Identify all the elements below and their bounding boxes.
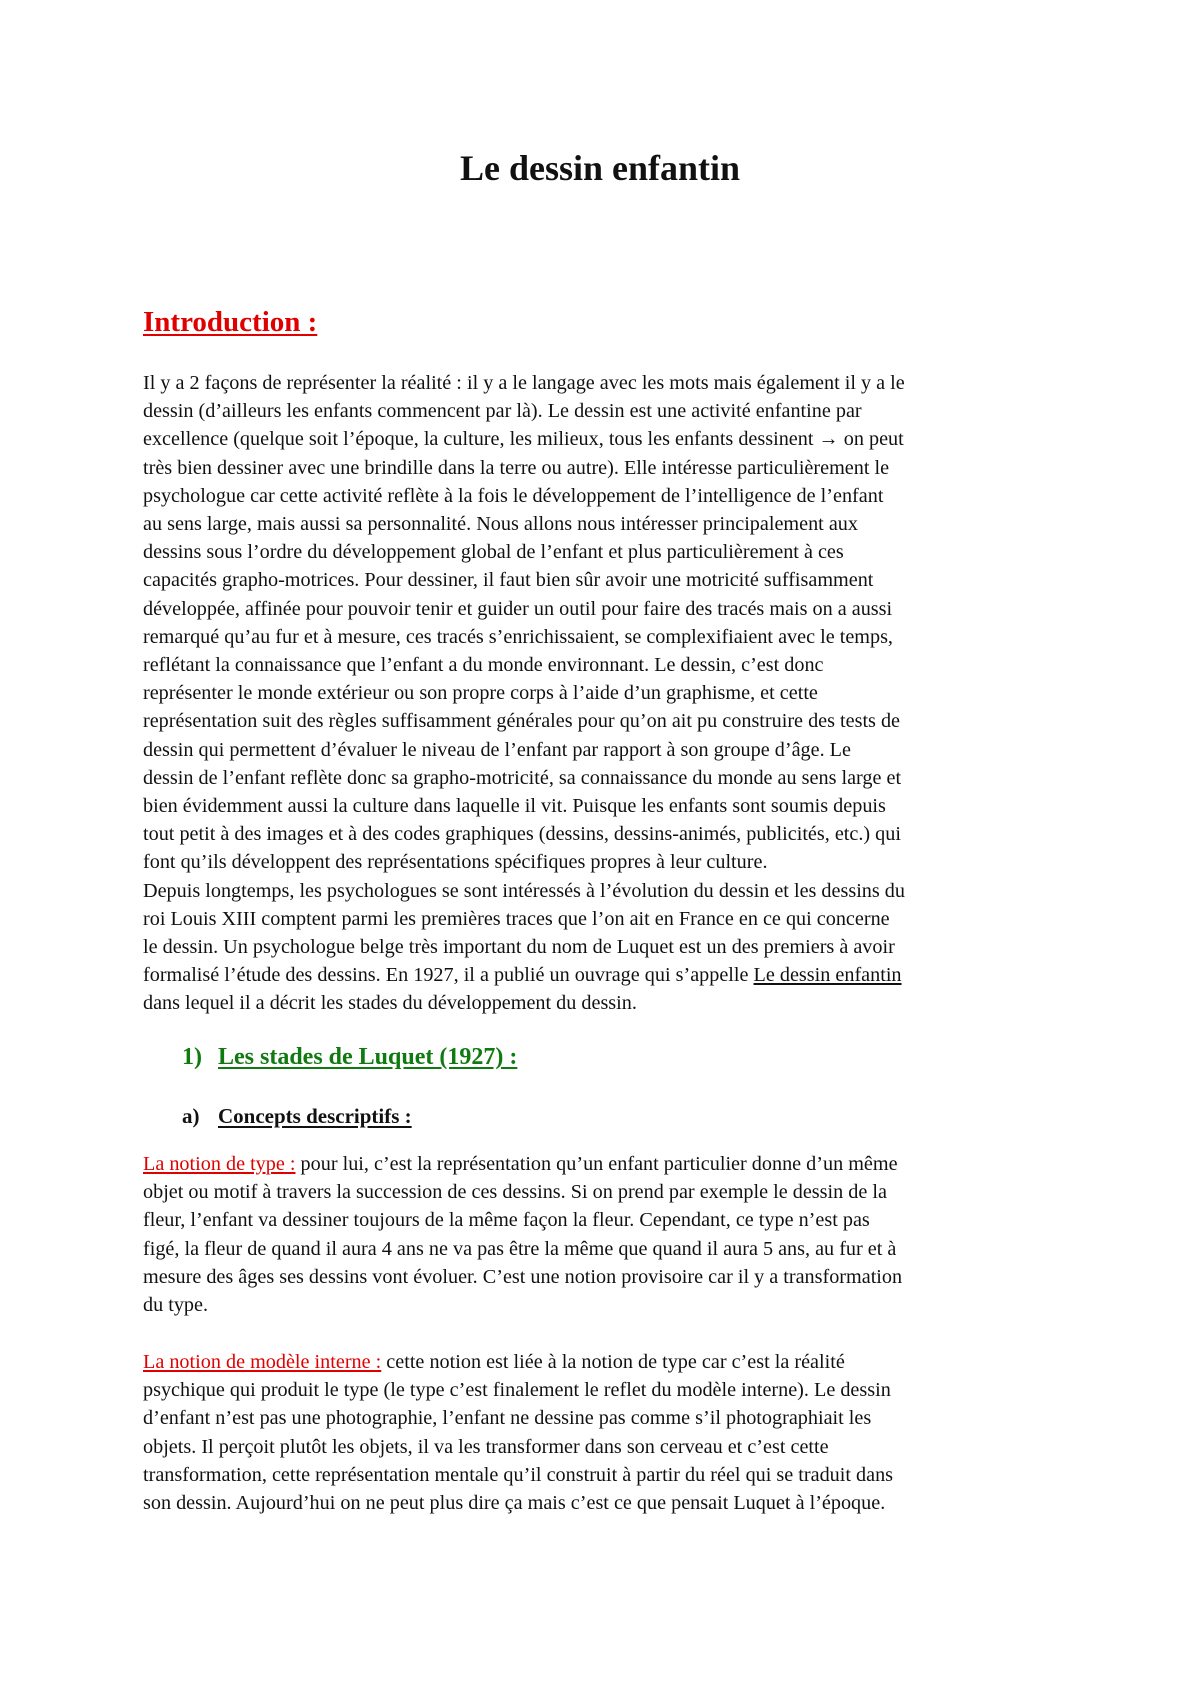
text-line: remarqué qu’au fur et à mesure, ces tracés s’enrichissaient, se complexifiaient avec le temps,	[143, 625, 893, 648]
section-title: Les stades de Luquet (1927) :	[218, 1044, 518, 1070]
text-line	[143, 1348, 1068, 1376]
book-title: Le dessin enfantin	[753, 964, 902, 987]
text-line: le dessin. Un psychologue belge très important du nom de Luquet est un des premiers à avoir	[143, 936, 895, 959]
text-line: figé, la fleur de quand il aura 4 ans ne va pas être la même que quand il aura 5 ans, au fur et à	[143, 1237, 897, 1260]
introduction-heading: Introduction :	[143, 306, 318, 338]
text-line: au sens large, mais aussi sa personnalité. Nous allons nous intéresser principalement aux	[143, 513, 858, 536]
internal-model-paragraph	[143, 1348, 1068, 1517]
text-line: développée, affinée pour pouvoir tenir et guider un outil pour faire des tracés mais on a aussi	[143, 597, 893, 620]
text-line: reflétant la connaissance que l’enfant a du monde environnant. Le dessin, c’est donc	[143, 654, 824, 677]
text-line: bien évidemment aussi la culture dans laquelle il vit. Puisque les enfants sont soumis depuis	[143, 795, 886, 818]
text-line: psychologue car cette activité reflète à la fois le développement de l’intelligence de l’enfant	[143, 484, 884, 507]
text-line: très bien dessiner avec une brindille dans la terre ou autre). Elle intéresse particulièrement le	[143, 456, 890, 479]
subsection-letter: a)	[182, 1104, 200, 1128]
text-line: son dessin. Aujourd’hui on ne peut plus dire ça mais c’est ce que pensait Luquet à l’époque.	[143, 1492, 886, 1515]
text-line	[143, 1150, 1068, 1178]
text-segment: formalisé l’étude des dessins. En 1927, il a publié un ouvrage qui s’appelle	[143, 964, 754, 987]
subsection-title: Concepts descriptifs :	[218, 1104, 412, 1128]
text-line: excellence (quelque soit l’époque, la culture, les milieux, tous les enfants dessinent → on peut	[143, 428, 904, 451]
document-title: Le dessin enfantin	[459, 148, 741, 188]
text-line: capacités grapho-motrices. Pour dessiner, il faut bien sûr avoir une motricité suffisamment	[143, 569, 874, 592]
text-line: dessins sous l’ordre du développement global de l’enfant et plus particulièrement à ces	[143, 541, 844, 564]
text-line: dessin qui permettent d’évaluer le niveau de l’enfant par rapport à son groupe d’âge. Le	[143, 738, 851, 761]
text-line: roi Louis XIII comptent parmi les premières traces que l’on ait en France en ce qui concerne	[143, 907, 890, 930]
text-line: dans lequel il a décrit les stades du développement du dessin.	[143, 992, 637, 1015]
introduction-paragraph	[143, 369, 1068, 1018]
text-line: représenter le monde extérieur ou son propre corps à l’aide d’un graphisme, et cette	[143, 682, 818, 705]
text-line	[143, 961, 1068, 989]
section-number: 1)	[182, 1044, 202, 1070]
text-line: tout petit à des images et à des codes graphiques (dessins, dessins-animés, publicités, etc.) qui	[143, 823, 901, 846]
section-heading-luquet-stages	[182, 1042, 517, 1072]
text-line: font qu’ils développent des représentations spécifiques propres à leur culture.	[143, 851, 768, 874]
text-line: Il y a 2 façons de représenter la réalité : il y a le langage avec les mots mais également il y a le	[143, 372, 905, 394]
text-segment: pour lui, c’est la représentation qu’un enfant particulier donne d’un même	[295, 1153, 898, 1175]
text-line: transformation, cette représentation mentale qu’il construit à partir du réel qui se traduit dans	[143, 1463, 894, 1486]
text-line: d’enfant n’est pas une photographie, l’enfant ne dessine pas comme s’il photographiait les	[143, 1407, 872, 1430]
text-line: objet ou motif à travers la succession de ces dessins. Si on prend par exemple le dessin de la	[143, 1181, 887, 1204]
text-line: mesure des âges ses dessins vont évoluer. C’est une notion provisoire car il y a transformation	[143, 1265, 903, 1288]
text-line: fleur, l’enfant va dessiner toujours de la même façon la fleur. Cependant, ce type n’est pas	[143, 1209, 870, 1232]
subsection-heading-descriptive-concepts	[182, 1102, 412, 1130]
text-line: objets. Il perçoit plutôt les objets, il va les transformer dans son cerveau et c’est cette	[143, 1435, 829, 1458]
term-label: La notion de type :	[143, 1153, 296, 1175]
term-label: La notion de modèle interne :	[143, 1351, 382, 1373]
text-line: du type.	[143, 1294, 209, 1317]
text-line: dessin de l’enfant reflète donc sa grapho-motricité, sa connaissance du monde au sens large et	[143, 766, 902, 789]
text-line: Depuis longtemps, les psychologues se sont intéressés à l’évolution du dessin et les dessins du	[143, 879, 905, 902]
text-line: représentation suit des règles suffisamment générales pour qu’on ait pu construire des tests de	[143, 710, 901, 733]
type-notion-paragraph	[143, 1150, 1068, 1319]
text-line: psychique qui produit le type (le type c’est finalement le reflet du modèle interne). Le dessin	[143, 1379, 891, 1402]
text-line: dessin (d’ailleurs les enfants commencent par là). Le dessin est une activité enfantine par	[143, 400, 862, 423]
text-segment: cette notion est liée à la notion de type car c’est la réalité	[381, 1351, 845, 1373]
